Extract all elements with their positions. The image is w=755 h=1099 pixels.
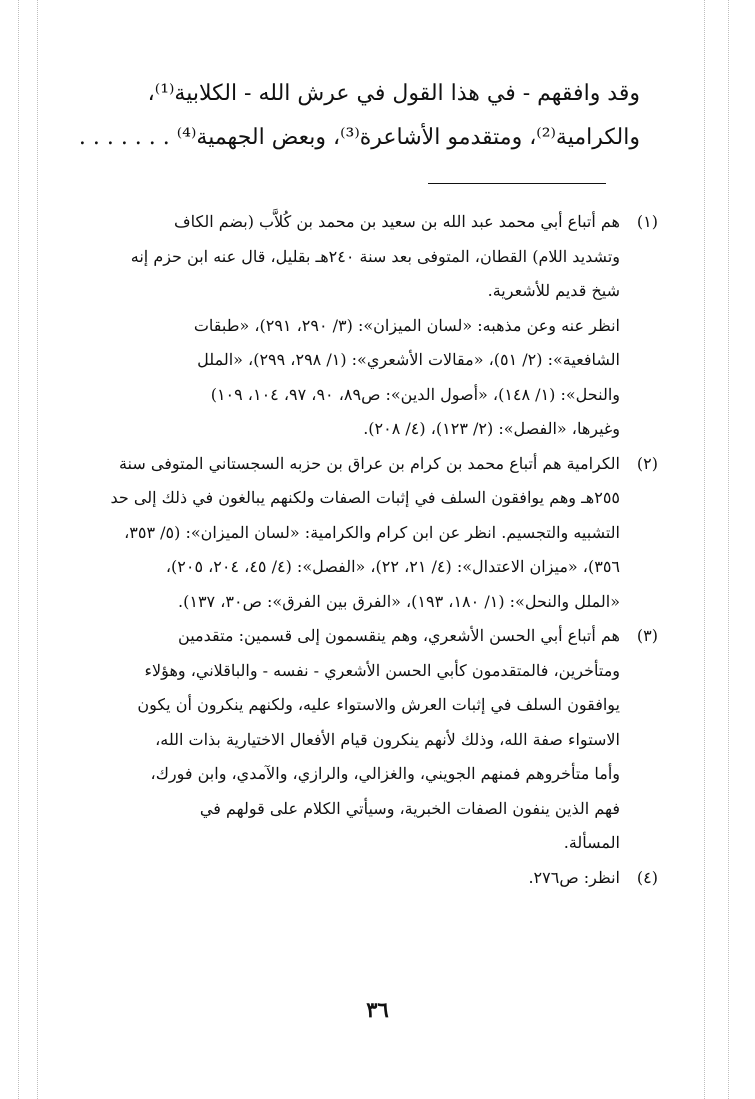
main-text-line: والكرامية⁽²⁾، ومتقدمو الأشاعرة⁽³⁾، وبعض الجهمية⁽⁴⁾ . . . . . . . xyxy=(78,125,640,150)
footnote-line: والنحل»: (١/ ١٤٨)، «أصول الدين»: ص٨٩، ٩٠، ٩٧، ١٠٤، ١٠٩) xyxy=(210,384,620,404)
footnote-line: وأما متأخروهم فمنهم الجويني، والغزالي، والرازي، والآمدي، وابن فورك، xyxy=(150,764,620,783)
footnote-line: وغيرها، «الفصل»: (٢/ ١٢٣)، (٤/ ٢٠٨). xyxy=(363,419,620,438)
footnote-separator xyxy=(428,183,606,184)
footnote-line: هم أتباع أبي محمد عبد الله بن سعيد بن محمد بن كُلاَّب (بضم الكاف xyxy=(174,212,620,231)
footnote-line: انظر عنه وعن مذهبه: «لسان الميزان»: (٣/ ٢٩٠، ٢٩١)، «طبقات xyxy=(193,315,620,335)
footnote-line: فهم الذين ينفون الصفات الخبرية، وسيأتي الكلام على قولهم في xyxy=(199,798,620,818)
footnote-1 xyxy=(78,205,658,447)
footnote-line: «الملل والنحل»: (١/ ١٨٠، ١٩٣)، «الفرق بين الفرق»: ص٣٠، ١٣٧). xyxy=(178,591,620,611)
main-text-line: وقد وافقهم - في هذا القول في عرش الله - الكلابية⁽¹⁾، xyxy=(147,81,640,106)
footnote-line: يوافقون السلف في إثبات العرش والاستواء عليه، ولكنهم ينكرون أن يكون xyxy=(137,695,620,714)
footnote-line: انظر: ص٢٧٦. xyxy=(528,867,620,887)
footnote-number: (٤) xyxy=(636,867,658,887)
footnote-line: المسألة. xyxy=(563,833,620,852)
footnote-line: شيخ قديم للأشعرية. xyxy=(487,281,620,300)
footnote-line: ومتأخرين، فالمتقدمون كأبي الحسن الأشعري - نفسه - والباقلاني، وهؤلاء xyxy=(144,660,620,680)
footnotes-section xyxy=(78,205,658,895)
footnote-line: وتشديد اللام) القطان، المتوفى بعد سنة ٢٤٠هـ بقليل، قال عنه ابن حزم إنه xyxy=(130,246,620,266)
footnote-number: (٢) xyxy=(636,453,658,473)
footnote-2 xyxy=(78,447,658,620)
footnote-line: هم أتباع أبي الحسن الأشعري، وهم ينقسمون إلى قسمين: متقدمين xyxy=(178,626,620,645)
footnote-number: (١) xyxy=(636,212,658,231)
main-body-text xyxy=(78,72,640,160)
page-number: ٣٦ xyxy=(366,997,389,1022)
footnote-3 xyxy=(78,619,658,861)
footnote-line: الاستواء صفة الله، وذلك لأنهم ينكرون قيام الأفعال الاختيارية بذات الله، xyxy=(155,729,620,749)
footnote-4 xyxy=(78,861,658,896)
footnote-line: الشافعية»: (٢/ ٥١)، «مقالات الأشعري»: (١/ ٢٩٨، ٢٩٩)، «الملل xyxy=(197,350,620,369)
footnote-line: التشبيه والتجسيم. انظر عن ابن كرام والكرامية: «لسان الميزان»: (٥/ ٣٥٣، xyxy=(124,522,620,542)
footnote-line: ٣٥٦)، «ميزان الاعتدال»: (٤/ ٢١، ٢٢)، «الفصل»: (٤/ ٤٥، ٢٠٤، ٢٠٥)، xyxy=(165,557,620,576)
footnote-line: ٢٥٥هـ وهم يوافقون السلف في إثبات الصفات ولكنهم يبالغون في ذلك إلى حد xyxy=(110,488,620,507)
footnote-line: الكرامية هم أتباع محمد بن كرام بن عراق بن حزبه السجستاني المتوفى سنة xyxy=(118,453,620,473)
footnote-number: (٣) xyxy=(636,626,658,645)
